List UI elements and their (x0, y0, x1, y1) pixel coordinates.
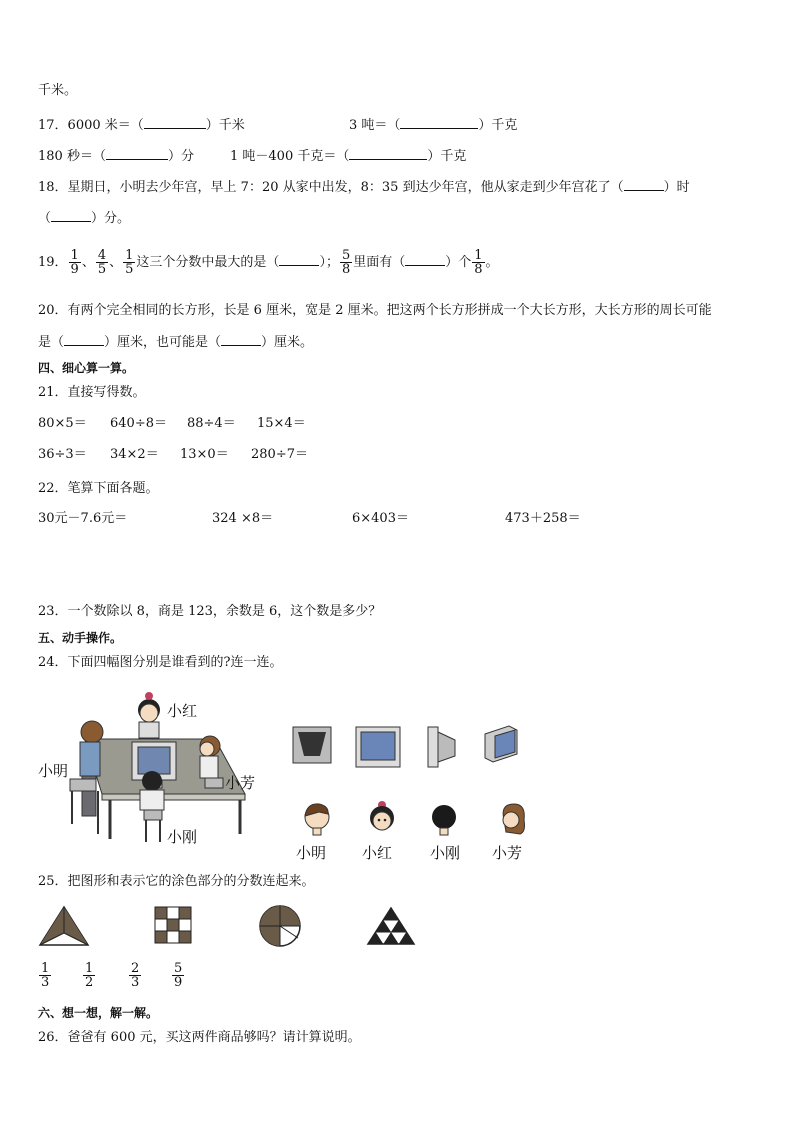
q21-row1-item: 15×4＝ (257, 416, 306, 431)
q17-item-a: 17．6000 米＝（ ）千米 (38, 118, 245, 133)
head-xiaohong-icon[interactable] (368, 800, 396, 836)
q17-item-c: 180 秒＝（ ）分 (38, 149, 194, 164)
q21-row2-item: 34×2＝ (110, 447, 159, 462)
q22-item: 473＋258＝ (505, 511, 581, 526)
q21-row2-item: 280÷7＝ (251, 447, 308, 462)
head-xiaoming-icon[interactable] (303, 802, 331, 836)
section-heading: 六、想一想，解一解。 (38, 1006, 159, 1020)
triangle-thirds-shape[interactable] (38, 905, 90, 947)
section-heading: 四、细心算一算。 (38, 361, 135, 375)
q21-row2-item: 13×0＝ (180, 447, 229, 462)
answer-blank[interactable] (400, 116, 478, 129)
answer-blank[interactable] (221, 333, 261, 346)
fraction-option[interactable]: $\frac{5}{9}$ (174, 961, 183, 990)
computer-front-view-icon[interactable] (355, 726, 401, 768)
q19: 19． $\frac{1}{9}$ 、 $\frac{4}{5}$ 、 $\frac{1}{5}$ 这三个分数中最大的是（ ）； $\frac{5}{8}$ 里面有（ ）个 $\frac{1}{8}$ 。 (38, 248, 499, 277)
grid-squares-shape[interactable] (154, 906, 194, 946)
q22-title: 22．笔算下面各题。 (38, 481, 159, 496)
q26: 26．爸爸有 600 元，买这两件商品够吗？请计算说明。 (38, 1030, 361, 1045)
q21-row1-item: 640÷8＝ (110, 416, 167, 431)
q20-line1: 20．有两个完全相同的长方形，长是 6 厘米，宽是 2 厘米。把这两个长方形拼成一个大长方形，大长方形的周长可能 (38, 303, 712, 318)
fraction: $\frac{5}{8}$ (341, 248, 351, 277)
q16-tail: 千米。 (38, 83, 78, 98)
q21-row2-item: 36÷3＝ (38, 447, 87, 462)
fraction: $\frac{1}{9}$ (70, 248, 79, 277)
q21-row1-item: 80×5＝ (38, 416, 87, 431)
scene-label-xiaogang: 小刚 (167, 828, 198, 846)
computer-back-view-icon[interactable] (292, 726, 332, 764)
head-xiaofang-icon[interactable] (498, 802, 530, 836)
head-label: 小明 (296, 844, 327, 862)
head-label: 小刚 (430, 844, 461, 862)
q22-item: 30元－7.6元＝ (38, 511, 128, 526)
q23: 23．一个数除以 8，商是 123，余数是 6，这个数是多少？ (38, 604, 382, 619)
computer-angle-view-icon[interactable] (483, 724, 519, 764)
q17-item-b: 3 吨＝（ ）千克 (349, 118, 518, 133)
head-label: 小红 (362, 844, 393, 862)
answer-blank[interactable] (405, 253, 445, 266)
q22-item: 324 ×8＝ (212, 511, 274, 526)
q18-line1: 18．星期日，小明去少年宫，早上 7：20 从家中出发，8：35 到达少年宫，他从家走到少年宫花了（ ）时 (38, 180, 690, 195)
q22-item: 6×403＝ (352, 511, 409, 526)
section-heading: 五、动手操作。 (38, 631, 123, 645)
q20-line2: 是（ ）厘米，也可能是（ ）厘米。 (38, 335, 314, 350)
q21-row1-item: 88÷4＝ (187, 416, 236, 431)
answer-blank[interactable] (279, 253, 319, 266)
q24-title: 24．下面四幅图分别是谁看到的?连一连。 (38, 655, 283, 670)
scene-label-xiaoming: 小明 (38, 762, 69, 780)
fraction: $\frac{1}{8}$ (474, 248, 483, 277)
q25-title: 25．把图形和表示它的涂色部分的分数连起来。 (38, 874, 315, 889)
head-xiaogang-icon[interactable] (430, 802, 458, 836)
fraction-option[interactable]: $\frac{1}{2}$ (85, 961, 94, 990)
fraction-option[interactable]: $\frac{1}{3}$ (41, 961, 50, 990)
fraction: $\frac{1}{5}$ (125, 248, 134, 277)
head-label: 小芳 (492, 844, 523, 862)
q17-item-d: 1 吨－400 千克＝（ ）千克 (230, 149, 467, 164)
triangle-ninths-shape[interactable] (366, 906, 416, 946)
circle-sectors-shape[interactable] (258, 904, 302, 948)
answer-blank[interactable] (51, 209, 91, 222)
q21-title: 21．直接写得数。 (38, 385, 146, 400)
scene-label-xiaofang: 小芳 (225, 774, 256, 792)
fraction-option[interactable]: $\frac{2}{3}$ (131, 961, 140, 990)
answer-blank[interactable] (106, 147, 168, 160)
scene-label-xiaohong: 小红 (167, 702, 198, 720)
answer-blank[interactable] (64, 333, 104, 346)
answer-blank[interactable] (349, 147, 427, 160)
classroom-scene-illustration (40, 684, 280, 849)
q18-line2: （ ）分。 (38, 211, 131, 226)
fraction: $\frac{4}{5}$ (97, 248, 107, 277)
computer-side-view-icon[interactable] (427, 726, 457, 768)
answer-blank[interactable] (624, 178, 664, 191)
answer-blank[interactable] (144, 116, 206, 129)
